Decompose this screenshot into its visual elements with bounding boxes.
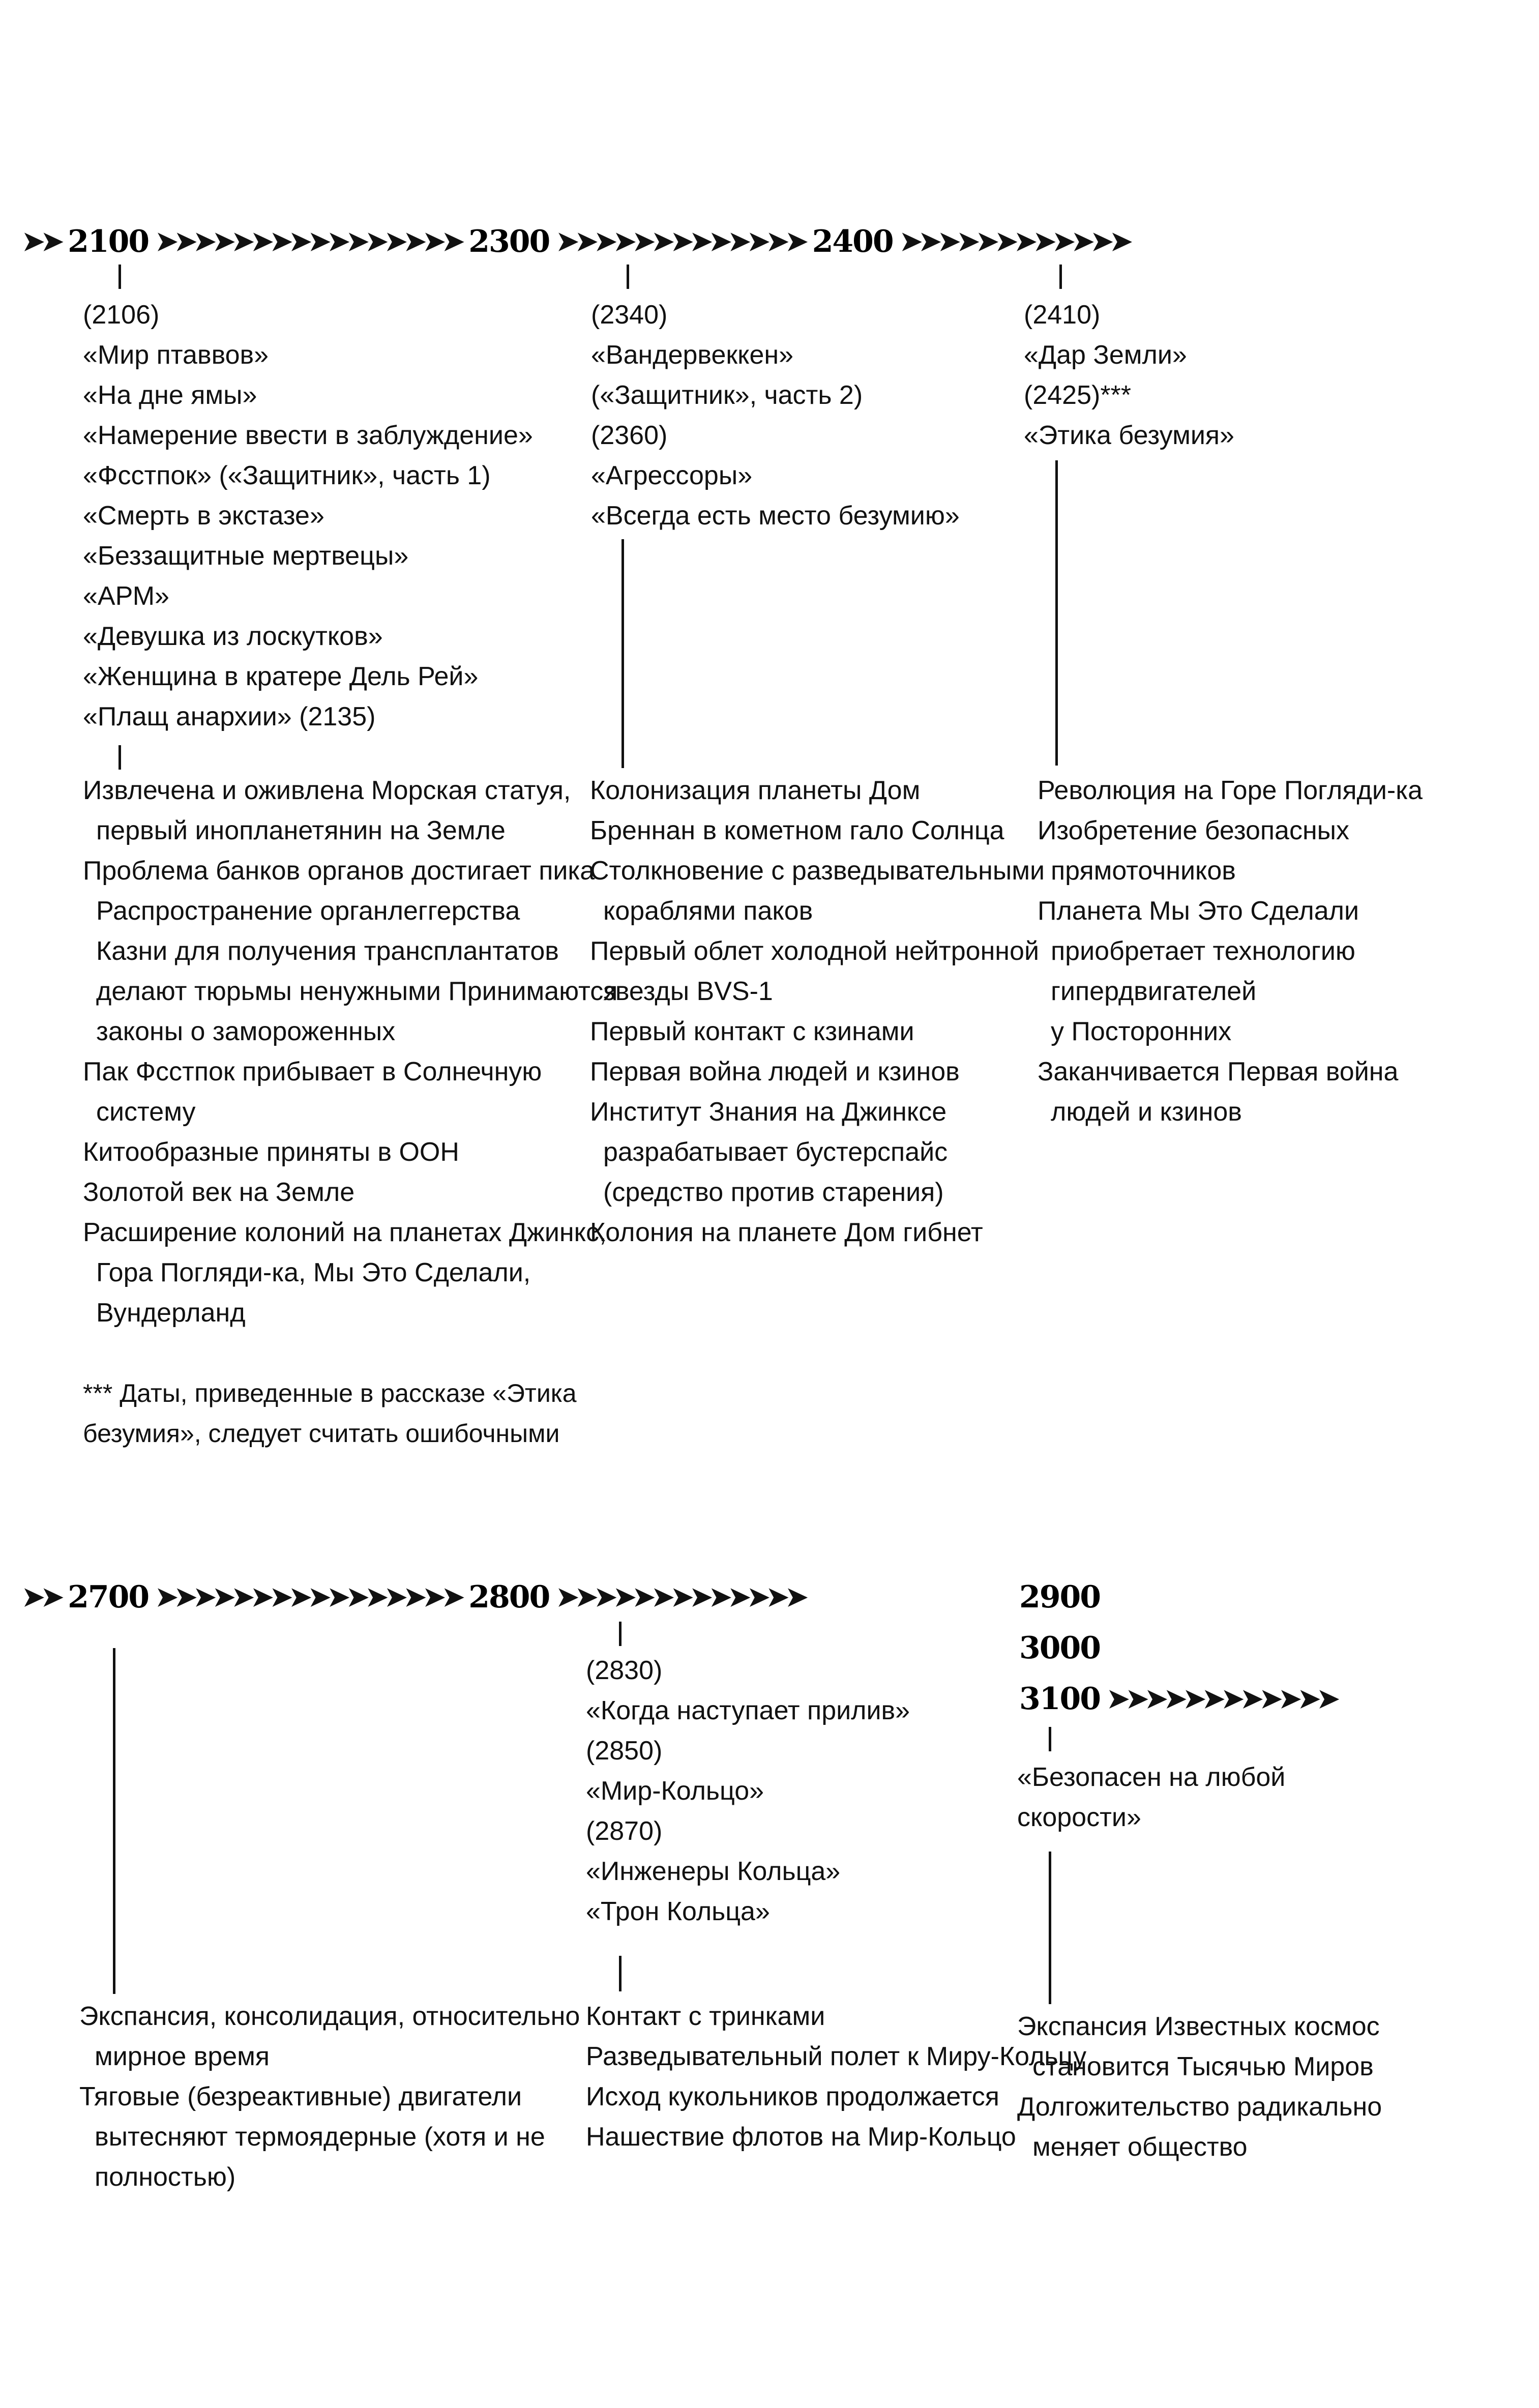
year-2900-row <box>1012 1577 1216 1618</box>
top-timeline-arrow <box>22 221 1477 262</box>
tick-line <box>619 1622 621 1646</box>
year-2800: 2800 <box>468 1579 550 1615</box>
event-item: Долгожительство радикально <box>1017 2092 1382 2122</box>
event-item: Первый облет холодной нейтронной <box>590 936 1039 966</box>
works-list-2800 <box>586 1651 910 1932</box>
work-item: (2425)*** <box>1024 380 1132 410</box>
event-item: у Посторонних <box>1051 1017 1232 1046</box>
events-list-3100 <box>1017 2007 1382 2167</box>
work-item: «Мир птаввов» <box>83 340 269 370</box>
tick-line <box>1059 265 1062 289</box>
event-item: Извлечена и оживлена Морская статуя, <box>83 776 571 805</box>
event-item: Пак Фсстпок прибывает в Солнечную <box>83 1057 542 1086</box>
tick-line <box>1049 1727 1051 1751</box>
events-list-2100 <box>83 771 617 1333</box>
arrow-icon: ➤➤➤➤➤➤➤➤➤➤➤➤ <box>900 227 1130 256</box>
work-item: (2340) <box>591 300 668 330</box>
event-item: Заканчивается Первая война <box>1038 1057 1399 1086</box>
work-item: «Намерение ввести в заблуждение» <box>83 421 533 450</box>
events-list-2300 <box>590 771 1045 1253</box>
event-item: Проблема банков органов достигает пика <box>83 856 595 886</box>
event-item: систему <box>96 1097 196 1127</box>
event-item: Революция на Горе Погляди-ка <box>1038 776 1423 805</box>
event-item: Бреннан в кометном гало Солнца <box>590 816 1004 845</box>
work-item: (2830) <box>586 1656 663 1685</box>
works-list-3100 <box>1017 1757 1285 1838</box>
event-item: Планета Мы Это Сделали <box>1038 896 1359 926</box>
footnote-line: *** Даты, приведенные в рассказе «Этика <box>83 1379 577 1407</box>
event-item: прямоточников <box>1051 856 1236 886</box>
timeline-connector <box>113 1648 115 1994</box>
event-item: Разведывательный полет к Миру-Кольцу <box>586 2042 1087 2071</box>
year-2700: 2700 <box>68 1579 149 1615</box>
event-item: Первая война людей и кзинов <box>590 1057 960 1086</box>
event-item: разрабатывает бустерспайс <box>603 1137 948 1167</box>
tick-line <box>119 265 121 289</box>
event-item: кораблями паков <box>603 896 813 926</box>
event-item: Исход кукольников продолжается <box>586 2082 999 2111</box>
event-item: мирное время <box>95 2042 270 2071</box>
event-item: Институт Знания на Джинксе <box>590 1097 947 1127</box>
works-list-2300 <box>591 295 960 536</box>
event-item: Казни для получения трансплантатов <box>96 936 559 966</box>
work-item: (2850) <box>586 1736 663 1766</box>
work-item: «Плащ анархии» (2135) <box>83 702 376 731</box>
work-item: «Женщина в кратере Дель Рей» <box>83 662 479 691</box>
work-item: «Агрессоры» <box>591 461 753 490</box>
event-item: (средство против старения) <box>603 1178 944 1207</box>
event-item: людей и кзинов <box>1051 1097 1242 1127</box>
event-item: Экспансия, консолидация, относительно <box>79 2002 580 2031</box>
arrow-icon: ➤➤➤➤➤➤➤➤➤➤➤➤➤ <box>556 227 805 256</box>
events-list-2700 <box>79 1996 580 2197</box>
work-item: «Смерть в экстазе» <box>83 501 324 531</box>
event-item: вытесняют термоядерные (хотя и не <box>95 2122 545 2152</box>
work-item: «Мир-Кольцо» <box>586 1776 764 1806</box>
event-item: Изобретение безопасных <box>1038 816 1350 845</box>
work-item: «Этика безумия» <box>1024 421 1234 450</box>
works-list-2400 <box>1024 295 1234 456</box>
timeline-connector <box>1055 460 1058 766</box>
works-list-2100 <box>83 295 533 737</box>
year-3100-row <box>1012 1679 1470 1719</box>
year-2400: 2400 <box>812 224 893 259</box>
tick-line <box>119 745 121 770</box>
event-item: становится Тысячью Миров <box>1032 2052 1374 2081</box>
event-item: Колония на планете Дом гибнет <box>590 1218 983 1247</box>
timeline-connector <box>621 539 624 768</box>
event-item: делают тюрьмы ненужными Принимаются <box>96 977 618 1006</box>
event-item: Расширение колоний на планетах Джинкс, <box>83 1218 607 1247</box>
work-item: «Всегда есть место безумию» <box>591 501 960 531</box>
events-list-2800 <box>586 1996 1086 2157</box>
year-2100: 2100 <box>68 224 149 259</box>
arrow-icon: ➤➤➤➤➤➤➤➤➤➤➤➤➤ <box>556 1582 805 1612</box>
tick-line <box>627 265 629 289</box>
footnote-line: безумия», следует считать ошибочными <box>83 1419 560 1448</box>
year-3000-row <box>1012 1628 1216 1668</box>
work-item: «Девушка из лоскутков» <box>83 622 383 651</box>
arrow-icon: ➤➤➤➤➤➤➤➤➤➤➤➤➤➤➤➤ <box>156 1582 462 1612</box>
work-item: («Защитник», часть 2) <box>591 380 863 410</box>
work-item: (2410) <box>1024 300 1101 330</box>
event-item: Нашествие флотов на Мир-Кольцо <box>586 2122 1016 2152</box>
work-item: «Трон Кольца» <box>586 1897 770 1926</box>
arrow-icon: ➤➤ <box>22 1582 61 1612</box>
footnote <box>83 1373 577 1454</box>
event-item: Экспансия Известных космос <box>1017 2012 1380 2041</box>
event-item: законы о замороженных <box>96 1017 396 1046</box>
event-item: меняет общество <box>1032 2132 1248 2162</box>
year-3000: 3000 <box>1019 1630 1100 1666</box>
work-item: «Когда наступает прилив» <box>586 1696 910 1725</box>
work-item: «АРМ» <box>83 581 169 611</box>
event-item: Китообразные приняты в ООН <box>83 1137 459 1167</box>
work-item: «Вандервеккен» <box>591 340 794 370</box>
work-item: «Инженеры Кольца» <box>586 1857 841 1886</box>
timeline-connector <box>1049 1852 1051 2004</box>
arrow-icon: ➤➤➤➤➤➤➤➤➤➤➤➤➤➤➤➤ <box>156 227 462 256</box>
work-item: «Дар Земли» <box>1024 340 1187 370</box>
event-item: Контакт с тринками <box>586 2002 825 2031</box>
event-item: Колонизация планеты Дом <box>590 776 921 805</box>
arrow-icon: ➤➤➤➤➤➤➤➤➤➤➤➤ <box>1107 1684 1337 1714</box>
year-2300: 2300 <box>468 224 550 259</box>
work-item: (2106) <box>83 300 160 330</box>
event-item: звезды BVS-1 <box>603 977 773 1006</box>
event-item: приобретает технологию <box>1051 936 1355 966</box>
event-item: гипердвигателей <box>1051 977 1257 1006</box>
work-item: (2870) <box>586 1816 663 1846</box>
year-2900: 2900 <box>1019 1579 1100 1615</box>
work-item: (2360) <box>591 421 668 450</box>
event-item: Гора Погляди-ка, Мы Это Сделали, <box>96 1258 531 1287</box>
event-item: Вундерланд <box>96 1298 246 1328</box>
work-item: «Фсстпок» («Защитник», часть 1) <box>83 461 491 490</box>
bottom-timeline-arrow <box>22 1577 1040 1618</box>
tick-line <box>619 1956 621 1991</box>
event-item: Первый контакт с кзинами <box>590 1017 914 1046</box>
arrow-icon: ➤➤ <box>22 227 61 256</box>
event-item: первый инопланетянин на Земле <box>96 816 506 845</box>
year-3100: 3100 <box>1019 1681 1100 1717</box>
work-item: скорости» <box>1017 1803 1141 1832</box>
event-item: полностью) <box>95 2162 236 2192</box>
event-item: Столкновение с разведывательными <box>590 856 1045 886</box>
work-item: «На дне ямы» <box>83 380 257 410</box>
event-item: Тяговые (безреактивные) двигатели <box>79 2082 522 2111</box>
event-item: Распространение органлеггерства <box>96 896 520 926</box>
events-list-2400 <box>1038 771 1423 1132</box>
work-item: «Беззащитные мертвецы» <box>83 541 409 571</box>
work-item: «Безопасен на любой <box>1017 1763 1286 1792</box>
event-item: Золотой век на Земле <box>83 1178 355 1207</box>
